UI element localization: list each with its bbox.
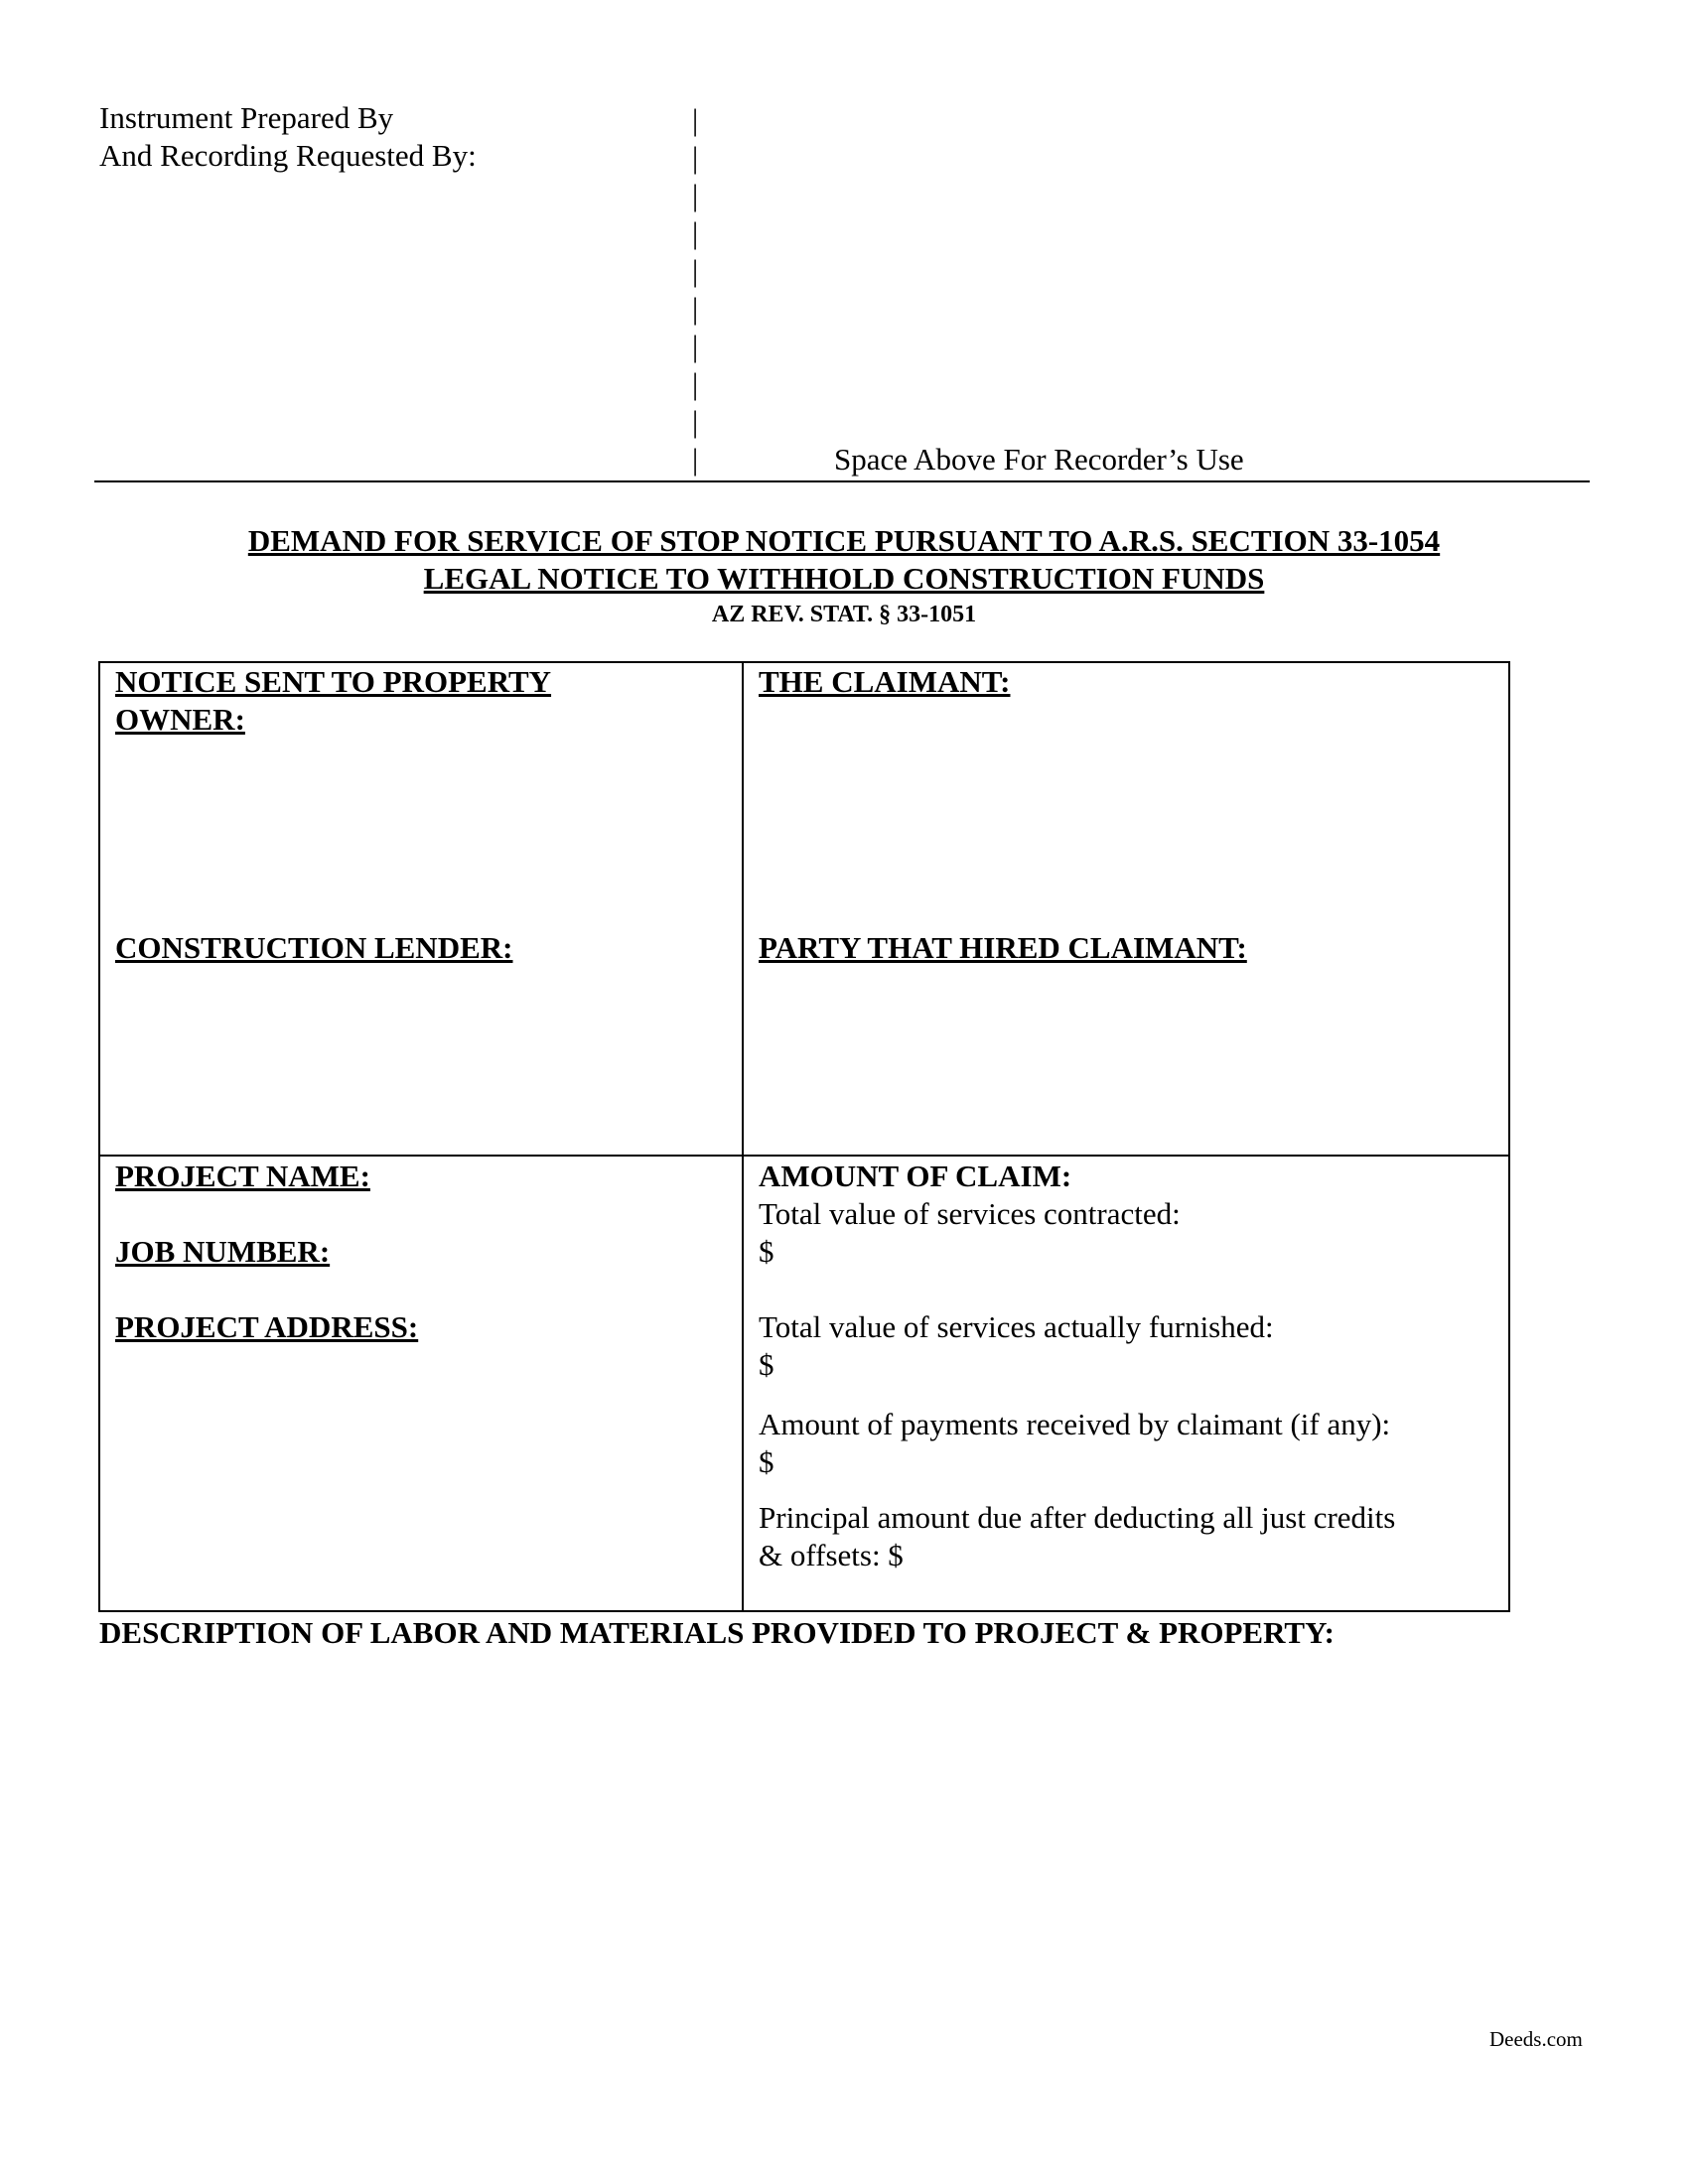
description-heading: DESCRIPTION OF LABOR AND MATERIALS PROVIDED TO PROJECT & PROPERTY: xyxy=(99,1615,1335,1650)
claimant-label: THE CLAIMANT: xyxy=(759,664,1011,699)
recorder-space-label: Space Above For Recorder’s Use xyxy=(834,442,1244,477)
footer-brand: Deeds.com xyxy=(1489,2027,1583,2051)
separator-bar: | xyxy=(692,366,699,401)
contracted-dollar: $ xyxy=(759,1234,774,1269)
principal-label-line2: & offsets: $ xyxy=(759,1538,904,1572)
contracted-label: Total value of services contracted: xyxy=(759,1196,1181,1231)
separator-bar: | xyxy=(692,404,699,439)
owner-label-line2: OWNER: xyxy=(115,702,245,737)
separator-bar: | xyxy=(692,102,699,137)
hired-party-label: PARTY THAT HIRED CLAIMANT: xyxy=(759,930,1247,965)
document-subtitle: LEGAL NOTICE TO WITHHOLD CONSTRUCTION FUNDS xyxy=(423,561,1265,596)
separator-bar: | xyxy=(692,140,699,175)
table-row-divider xyxy=(98,1155,1510,1157)
furnished-dollar: $ xyxy=(759,1347,774,1382)
job-number-label: JOB NUMBER: xyxy=(115,1234,331,1269)
header-divider xyxy=(94,480,1590,482)
table-border-bottom xyxy=(98,1610,1510,1612)
prepared-by-label: Instrument Prepared By xyxy=(99,100,394,135)
separator-bar: | xyxy=(692,442,699,477)
separator-bar: | xyxy=(692,215,699,250)
table-border-left xyxy=(98,661,100,1612)
payments-dollar: $ xyxy=(759,1444,774,1479)
separator-bar: | xyxy=(692,178,699,212)
owner-label-line1: NOTICE SENT TO PROPERTY xyxy=(115,664,552,699)
payments-label: Amount of payments received by claimant (if any): xyxy=(759,1407,1391,1441)
separator-bar: | xyxy=(692,291,699,326)
principal-label-line1: Principal amount due after deducting all just credits xyxy=(759,1500,1396,1535)
separator-bar: | xyxy=(692,253,699,288)
recording-requested-label: And Recording Requested By: xyxy=(99,138,477,173)
project-address-label: PROJECT ADDRESS: xyxy=(115,1309,419,1344)
statute-reference: AZ REV. STAT. § 33-1051 xyxy=(711,602,977,627)
table-column-divider xyxy=(742,661,744,1612)
document-title: DEMAND FOR SERVICE OF STOP NOTICE PURSUANT TO A.R.S. SECTION 33-1054 xyxy=(247,523,1441,558)
lender-label: CONSTRUCTION LENDER: xyxy=(115,930,513,965)
separator-bar: | xyxy=(692,329,699,363)
amount-heading: AMOUNT OF CLAIM: xyxy=(759,1159,1072,1193)
project-name-label: PROJECT NAME: xyxy=(115,1159,370,1193)
table-border-right xyxy=(1508,661,1510,1612)
furnished-label: Total value of services actually furnished: xyxy=(759,1309,1274,1344)
